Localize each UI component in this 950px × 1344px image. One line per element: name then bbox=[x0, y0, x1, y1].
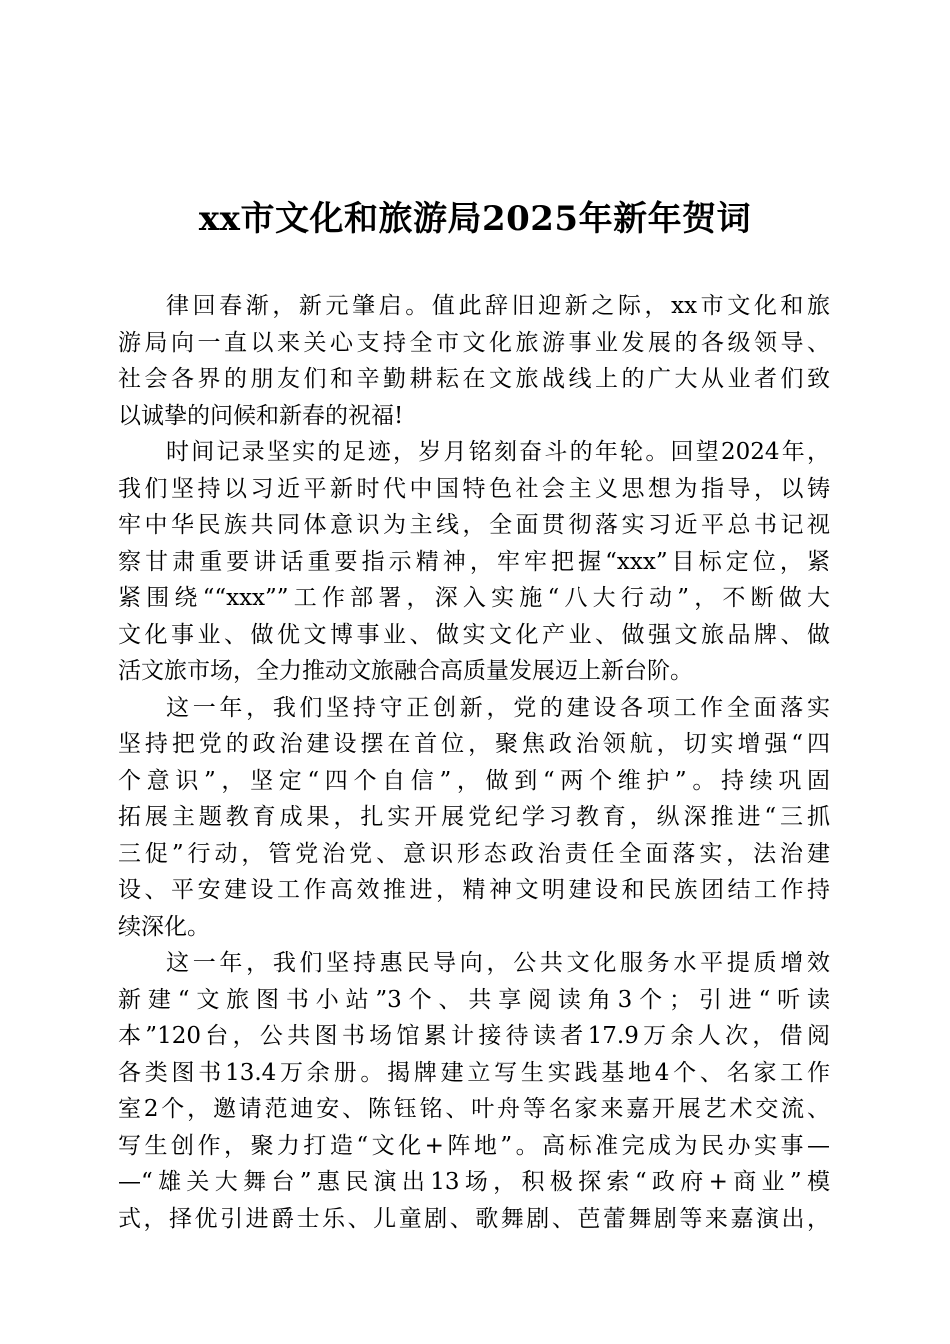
paragraph-2 bbox=[118, 434, 830, 690]
text-line: 式，择优引进爵士乐、儿童剧、歌舞剧、芭蕾舞剧等来嘉演出， bbox=[118, 1205, 830, 1232]
text-line: 我们坚持以习近平新时代中国特色社会主义思想为指导，以铸 bbox=[118, 475, 830, 502]
paragraph-4 bbox=[118, 945, 830, 1237]
document-body bbox=[118, 288, 830, 1237]
text-line: 这一年，我们坚持守正创新，党的建设各项工作全面落实 bbox=[166, 694, 830, 721]
text-line: 察甘肃重要讲话重要指示精神，牢牢把握“xxx”目标定位，紧 bbox=[118, 548, 830, 575]
text-line: 拓展主题教育成果，扎实开展党纪学习教育，纵深推进“三抓 bbox=[118, 804, 830, 830]
text-line: 牢中华民族共同体意识为主线，全面贯彻落实习近平总书记视 bbox=[118, 512, 830, 538]
text-line: 个意识”，坚定“四个自信”，做到“两个维护”。持续巩固 bbox=[118, 767, 830, 794]
text-line: 活文旅市场，全力推动文旅融合高质量发展迈上新台阶。 bbox=[118, 658, 693, 684]
text-line: 三促”行动，管党治党、意识形态政治责任全面落实，法治建 bbox=[118, 840, 830, 867]
text-line: 律回春渐，新元肇启。值此辞旧迎新之际，xx市文化和旅 bbox=[166, 293, 830, 319]
text-line: 时间记录坚实的足迹，岁月铭刻奋斗的年轮。回望2024年， bbox=[166, 439, 830, 465]
document-title: xx市文化和旅游局2025年新年贺词 bbox=[198, 199, 752, 239]
text-line: 坚持把党的政治建设摆在首位，聚焦政治领航，切实增强“四 bbox=[118, 731, 830, 757]
text-line: 游局向一直以来关心支持全市文化旅游事业发展的各级领导、 bbox=[118, 329, 830, 356]
text-line: 室2个，邀请范迪安、陈钰铭、叶舟等名家来嘉开展艺术交流、 bbox=[118, 1096, 830, 1122]
text-line: 续深化。 bbox=[118, 913, 210, 940]
text-line: 文化事业、做优文博事业、做实文化产业、做强文旅品牌、做 bbox=[118, 621, 830, 648]
text-line: 以诚挚的问候和新春的祝福! bbox=[118, 402, 404, 429]
text-line: 写生创作，聚力打造“文化+阵地”。高标准完成为民办实事— bbox=[118, 1132, 830, 1159]
text-line: 社会各界的朋友们和辛勤耕耘在文旅战线上的广大从业者们致 bbox=[118, 366, 830, 392]
paragraph-3 bbox=[118, 690, 830, 946]
text-line: 各类图书13.4万余册。揭牌建立写生实践基地4个、名家工作 bbox=[118, 1059, 830, 1086]
text-line: 新建“文旅图书小站”3个、共享阅读角3个；引进“听读 bbox=[118, 986, 830, 1013]
text-line: 设、平安建设工作高效推进，精神文明建设和民族团结工作持 bbox=[118, 877, 830, 903]
text-line: 本”120台，公共图书场馆累计接待读者17.9万余人次，借阅 bbox=[118, 1023, 830, 1049]
text-line: 这一年，我们坚持惠民导向，公共文化服务水平提质增效 bbox=[166, 950, 830, 976]
paragraph-1 bbox=[118, 288, 830, 434]
text-line: 紧围绕““xxx””工作部署，深入实施“八大行动”，不断做大 bbox=[118, 585, 830, 611]
text-line: —“雄关大舞台”惠民演出13场，积极探索“政府+商业”模 bbox=[118, 1169, 830, 1195]
